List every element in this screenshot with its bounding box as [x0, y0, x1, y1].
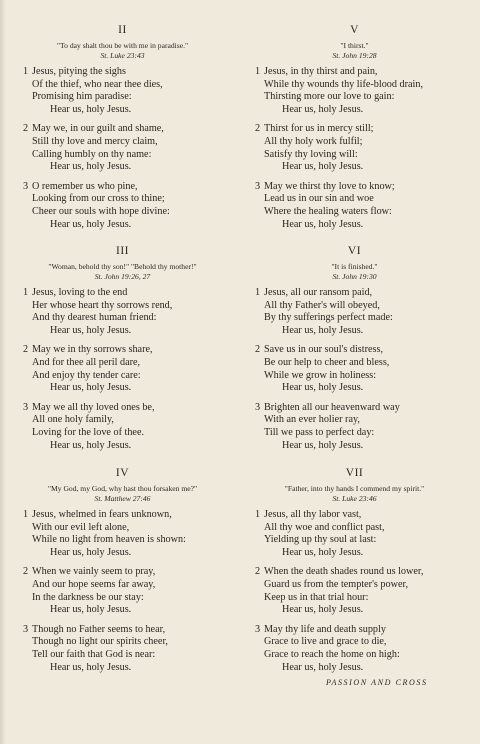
section-numeral: VI [347, 245, 362, 257]
verse-line: Lead us in our sin and woe [264, 193, 374, 205]
verse-refrain: Hear us, holy Jesus. [282, 661, 364, 673]
verse-refrain: Hear us, holy Jesus. [282, 546, 364, 558]
section-numeral: II [118, 24, 127, 36]
verse-line: Brighten all our heavenward way [264, 401, 400, 413]
verse-refrain: Hear us, holy Jesus. [50, 382, 132, 394]
verse-number: 1 [23, 509, 29, 520]
verse-number: 1 [23, 287, 29, 298]
verse-line: While no light from heaven is shown: [32, 534, 186, 546]
verse-line: May we thirst thy love to know; [264, 180, 395, 192]
section-IV [10, 467, 235, 681]
verse [242, 509, 467, 559]
section-III [10, 245, 235, 459]
verse [10, 566, 235, 616]
verse-number: 1 [255, 509, 261, 520]
scripture-quote: "My God, my God, why hast thou forsaken me?" [47, 484, 198, 493]
scripture-citation: St. John 19:28 [332, 51, 377, 60]
verse [242, 566, 467, 616]
verse [10, 624, 235, 674]
verse [10, 287, 235, 337]
scripture-citation: St. John 19:30 [332, 272, 377, 281]
scripture-quote: "To day shalt thou be with me in paradise." [56, 41, 189, 50]
verse-number: 3 [23, 180, 29, 192]
verse-line: Still thy love and mercy claim, [32, 135, 158, 147]
verse [10, 181, 235, 231]
verse-line: Yielding up thy soul at last: [264, 534, 377, 546]
verse [242, 181, 467, 231]
verse-line: May we, in our guilt and shame, [32, 123, 164, 135]
verse-line: All one holy family, [32, 414, 114, 426]
verse-line: And for thee all peril dare, [32, 356, 141, 368]
verse-line: Jesus, in thy thirst and pain, [264, 66, 378, 77]
verse-line: Promising him paradise: [32, 91, 132, 103]
verse-refrain: Hear us, holy Jesus. [50, 546, 132, 558]
verse-line: With an ever holier ray, [264, 414, 360, 426]
verse-line: Be our help to cheer and bless, [264, 356, 390, 368]
scripture-quote: "It is finished." [331, 262, 378, 271]
verse-refrain: Hear us, holy Jesus. [50, 103, 132, 115]
verse-line: All thy woe and conflict past, [264, 521, 385, 533]
verse-number: 3 [255, 623, 261, 635]
scripture-citation: St. Luke 23:46 [332, 494, 377, 503]
section-V [242, 24, 467, 238]
verse-line: While we grow in holiness: [264, 369, 377, 381]
verse-line: May we in thy sorrows share, [32, 344, 153, 356]
scripture-citation: St. John 19:26, 27 [94, 272, 151, 281]
verse-line: And thy dearest human friend: [32, 312, 157, 324]
verse-line: Loving for the love of thee. [32, 426, 145, 438]
verse-line: Guard us from the tempter's power, [264, 578, 409, 590]
verse [10, 344, 235, 394]
verse-number: 2 [255, 566, 261, 578]
verse-line: In the darkness be our stay: [32, 591, 144, 603]
verse-number: 3 [23, 401, 29, 413]
verse-line: Save us in our soul's distress, [264, 344, 383, 356]
verse-line: Thirsting more our love to gain: [264, 91, 395, 103]
verse-number: 2 [23, 123, 29, 135]
section-numeral: V [350, 24, 359, 36]
page-footer: PASSION AND CROSS [326, 678, 428, 687]
verse-number: 2 [23, 566, 29, 578]
verse-refrain: Hear us, holy Jesus. [50, 218, 132, 230]
section-numeral: IV [115, 467, 130, 479]
verse-number: 1 [255, 66, 261, 77]
verse-line: And enjoy thy tender care: [32, 369, 141, 381]
verse-line: Grace to reach the home on high: [264, 648, 400, 660]
verse-refrain: Hear us, holy Jesus. [282, 324, 364, 336]
section-numeral: III [116, 245, 129, 257]
verse-line: Her whose heart thy sorrows rend, [32, 299, 173, 311]
scripture-citation: St. Matthew 27:46 [94, 494, 151, 503]
verse-line: With our evil left alone, [32, 521, 130, 533]
verse [242, 402, 467, 452]
verse-line: Of the thief, who near thee dies, [32, 78, 163, 90]
scripture-citation: St. Luke 23:43 [100, 51, 145, 60]
verse-line: Jesus, whelmed in fears unknown, [32, 509, 172, 520]
verse-refrain: Hear us, holy Jesus. [282, 382, 364, 394]
verse-line: All thy Father's will obeyed, [264, 299, 380, 311]
verse-line: When the death shades round us lower, [264, 566, 424, 578]
verse-line: While thy wounds thy life-blood drain, [264, 78, 424, 90]
verse-line: May thy life and death supply [264, 623, 386, 635]
verse-number: 3 [255, 180, 261, 192]
verse-line: Where the healing waters flow: [264, 205, 392, 217]
verse-line: Satisfy thy loving will: [264, 148, 358, 160]
verse-line: All thy holy work fulfil; [264, 135, 363, 147]
verse-refrain: Hear us, holy Jesus. [50, 324, 132, 336]
verse-refrain: Hear us, holy Jesus. [50, 161, 132, 173]
verse-line: Keep us in that trial hour: [264, 591, 369, 603]
section-VII [242, 467, 467, 681]
verse-line: Calling humbly on thy name: [32, 148, 152, 160]
verse-number: 1 [255, 287, 261, 298]
verse-line: Tell our faith that God is near: [32, 648, 156, 660]
verse [10, 509, 235, 559]
scripture-quote: "Father, into thy hands I commend my spirit." [284, 484, 425, 493]
verse-line: Looking from our cross to thine; [32, 193, 165, 205]
verse-line: And our hope seems far away, [32, 578, 156, 590]
verse-refrain: Hear us, holy Jesus. [50, 661, 132, 673]
verse-line: Jesus, all thy labor vast, [264, 509, 362, 520]
verse-line: May we all thy loved ones be, [32, 401, 155, 413]
verse [10, 402, 235, 452]
scripture-quote: "I thirst." [340, 41, 369, 50]
verse-line: Jesus, loving to the end [32, 287, 128, 298]
verse-line: When we vainly seem to pray, [32, 566, 156, 578]
verse [10, 123, 235, 173]
verse-line: Cheer our souls with hope divine: [32, 205, 170, 217]
verse-line: Though no light our spirits cheer, [32, 636, 168, 648]
verse-number: 3 [255, 401, 261, 413]
section-VI [242, 245, 467, 459]
verse-refrain: Hear us, holy Jesus. [50, 439, 132, 451]
verse-number: 3 [23, 623, 29, 635]
verse-line: Till we pass to perfect day: [264, 426, 375, 438]
verse-line: O remember us who pine, [32, 180, 138, 192]
verse [10, 66, 235, 116]
verse-number: 1 [23, 66, 29, 77]
verse-refrain: Hear us, holy Jesus. [282, 218, 364, 230]
verse-line: Jesus, pitying the sighs [32, 66, 126, 77]
page-edge-shadow [0, 0, 6, 744]
verse-line: Grace to live and grace to die, [264, 636, 387, 648]
verse-number: 2 [255, 123, 261, 135]
verse-refrain: Hear us, holy Jesus. [282, 604, 364, 616]
verse-number: 2 [23, 344, 29, 356]
verse-line: Though no Father seems to hear, [32, 623, 166, 635]
verse-refrain: Hear us, holy Jesus. [282, 439, 364, 451]
section-II [10, 24, 235, 238]
scripture-quote: "Woman, behold thy son!" "Behold thy mother!" [48, 262, 197, 271]
verse [242, 624, 467, 674]
verse-line: By thy sufferings perfect made: [264, 312, 393, 324]
verse-refrain: Hear us, holy Jesus. [282, 103, 364, 115]
verse [242, 344, 467, 394]
verse-refrain: Hear us, holy Jesus. [282, 161, 364, 173]
verse [242, 123, 467, 173]
verse-line: Jesus, all our ransom paid, [264, 287, 373, 298]
verse [242, 66, 467, 116]
verse [242, 287, 467, 337]
verse-number: 2 [255, 344, 261, 356]
verse-line: Thirst for us in mercy still; [264, 123, 374, 135]
section-numeral: VII [345, 467, 364, 479]
verse-refrain: Hear us, holy Jesus. [50, 604, 132, 616]
